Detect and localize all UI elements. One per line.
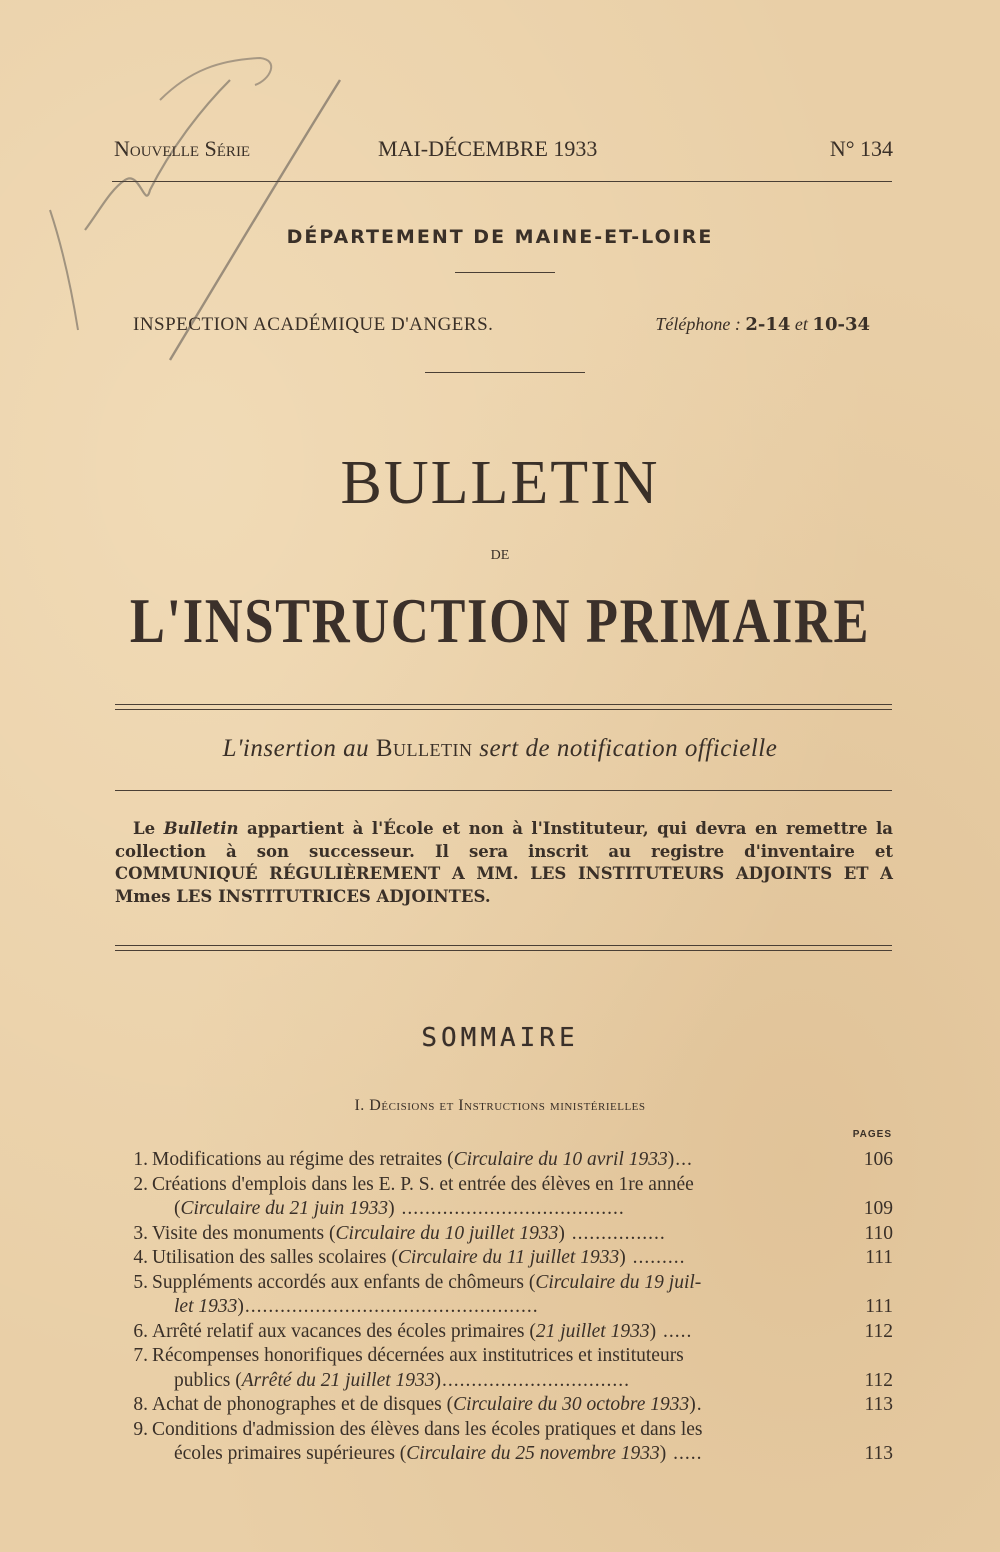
toc-item-leader: ) ..... (649, 1320, 693, 1342)
toc-item-continuation (152, 1197, 823, 1222)
department-title: DÉPARTEMENT DE MAINE-ET-LOIRE (286, 226, 714, 248)
toc-item-number: 5. (133, 1271, 148, 1293)
toc-item-title: Conditions d'admission des élèves dans les écoles pratiques et dans les (152, 1418, 703, 1440)
toc-item-text (152, 1393, 823, 1418)
toc-item-title: Récompenses honorifiques décernées aux institutrices et instituteurs (152, 1345, 684, 1366)
toc-item-continuation-citation: Circulaire du 21 juin 1933 (180, 1198, 389, 1219)
telephone-label: Téléphone : (655, 314, 741, 334)
toc-item-continuation-leader: ).................................................. (237, 1296, 539, 1317)
toc-item-continuation-text: publics ( (174, 1369, 242, 1391)
toc-item-text (152, 1173, 823, 1198)
rule-below-insertion (115, 790, 892, 791)
telephone-conjunction: et (794, 314, 808, 334)
bulletin-title: BULLETIN (340, 449, 660, 517)
toc-item-text (152, 1271, 823, 1296)
toc-item (118, 1271, 893, 1320)
table-of-contents (118, 1148, 893, 1467)
notice-part-2: Bulletin (163, 819, 239, 838)
insertion-part-3: sert de notification officielle (479, 735, 778, 762)
series-label: Nouvelle Série (114, 136, 251, 161)
toc-item-continuation (152, 1442, 823, 1467)
toc-item-page: 111 (865, 1296, 893, 1317)
toc-item-number: 9. (133, 1418, 148, 1440)
toc-item-leader: ) ......... (619, 1247, 686, 1268)
toc-item-leader: ) ................ (558, 1222, 666, 1244)
issue-number: N° 134 (829, 136, 893, 161)
toc-item-page: 109 (863, 1198, 893, 1219)
handwritten-annotation (30, 40, 350, 400)
toc-item-title: Arrêté relatif aux vacances des écoles primaires ( (152, 1320, 536, 1342)
short-rule-1 (455, 272, 555, 273)
toc-item-text (152, 1222, 823, 1247)
toc-item-page: 112 (864, 1320, 893, 1342)
toc-item-citation: Circulaire du 10 avril 1933 (453, 1149, 668, 1170)
toc-item-title: Achat de phonographes et de disques ( (152, 1394, 454, 1415)
toc-item-title: Suppléments accordés aux enfants de chômeurs ( (152, 1271, 536, 1293)
section-heading: I. Décisions et Instructions ministérielles (354, 1097, 646, 1114)
toc-item (118, 1222, 893, 1247)
toc-item (118, 1246, 893, 1271)
toc-item (118, 1393, 893, 1418)
double-rule-1 (115, 704, 892, 710)
toc-item (118, 1173, 893, 1222)
toc-item-title: Visite des monuments ( (152, 1222, 336, 1244)
toc-item-continuation-leader: )................................ (434, 1369, 631, 1391)
toc-item-continuation-text: écoles primaires supérieures ( (174, 1443, 407, 1464)
toc-item-citation: Circulaire du 10 juillet 1933 (335, 1222, 559, 1244)
toc-item-continuation-text: ( (174, 1198, 181, 1219)
toc-item-page: 112 (864, 1369, 893, 1391)
toc-item-text (152, 1148, 823, 1173)
toc-item-number: 1. (133, 1149, 148, 1170)
toc-item-title: Créations d'emplois dans les E. P. S. et entrée des élèves en 1re année (152, 1173, 694, 1195)
toc-item-title: Utilisation des salles scolaires ( (152, 1247, 398, 1268)
double-rule-2 (115, 945, 892, 951)
title-connector: DE (490, 548, 510, 563)
notice-part-1: Le (133, 819, 156, 838)
toc-item-text (152, 1320, 823, 1345)
insertion-notice (0, 735, 1000, 763)
toc-item-number: 2. (133, 1173, 148, 1195)
toc-item-number: 4. (133, 1247, 148, 1268)
toc-item-number: 7. (133, 1345, 148, 1366)
toc-item-number: 8. (133, 1394, 148, 1415)
toc-item (118, 1344, 893, 1393)
telephone-number-2: 10-34 (812, 314, 870, 335)
toc-item-page: 111 (865, 1247, 893, 1268)
toc-item-continuation-leader: ) ...................................... (388, 1198, 625, 1219)
toc-item (118, 1320, 893, 1345)
telephone-line (655, 314, 870, 335)
toc-item-leader: )... (667, 1149, 693, 1170)
toc-item-continuation-citation: let 1933 (174, 1296, 238, 1317)
inspection-label: INSPECTION ACADÉMIQUE D'ANGERS. (133, 314, 494, 335)
short-rule-2 (425, 372, 585, 373)
toc-item-text (152, 1418, 823, 1443)
header-rule (112, 181, 892, 182)
toc-item-citation: 21 juillet 1933 (535, 1320, 650, 1342)
insertion-part-2: Bulletin (375, 735, 473, 762)
toc-item-continuation-citation: Arrêté du 21 juillet 1933 (241, 1369, 435, 1391)
toc-item-citation: Circulaire du 30 octobre 1933 (453, 1394, 690, 1415)
insertion-part-1: L'insertion au (222, 735, 370, 762)
toc-item-page: 106 (863, 1149, 893, 1170)
toc-item (118, 1148, 893, 1173)
toc-item-number: 6. (133, 1320, 148, 1342)
toc-item-citation: Circulaire du 11 juillet 1933 (397, 1247, 620, 1268)
pages-column-header: PAGES (852, 1129, 892, 1140)
toc-item-page: 113 (864, 1394, 893, 1415)
toc-item-page: 113 (864, 1443, 893, 1464)
toc-item-page: 110 (864, 1222, 893, 1244)
toc-item (118, 1418, 893, 1467)
toc-item-text (152, 1344, 823, 1369)
toc-item-number: 3. (133, 1222, 148, 1244)
toc-item-continuation-leader: ) ..... (659, 1443, 703, 1464)
toc-item-citation: Circulaire du 19 juil- (535, 1271, 702, 1293)
toc-item-leader: ). (689, 1394, 703, 1415)
toc-item-continuation-citation: Circulaire du 25 novembre 1933 (406, 1443, 660, 1464)
instruction-primaire-title: L'INSTRUCTION PRIMAIRE (129, 585, 871, 656)
telephone-number-1: 2-14 (745, 314, 791, 335)
ownership-notice (115, 818, 893, 908)
toc-item-title: Modifications au régime des retraites ( (152, 1149, 454, 1170)
toc-item-text (152, 1246, 823, 1271)
notice-part-3: appartient à l'École et non à l'Instituteur, qui devra en remettre la collection à son successeur. Il sera inscrit au registre d'inventaire et COMMUNIQUÉ RÉGULIÈREMENT A MM. LES INSTITUTEURS ADJOINTS ET A Mmes LES INSTITUTRICES ADJOINTES. (115, 819, 893, 906)
toc-item-continuation (152, 1295, 823, 1320)
toc-item-continuation (152, 1369, 823, 1394)
sommaire-heading: SOMMAIRE (421, 1023, 579, 1053)
period-label: MAI-DÉCEMBRE 1933 (378, 136, 598, 161)
